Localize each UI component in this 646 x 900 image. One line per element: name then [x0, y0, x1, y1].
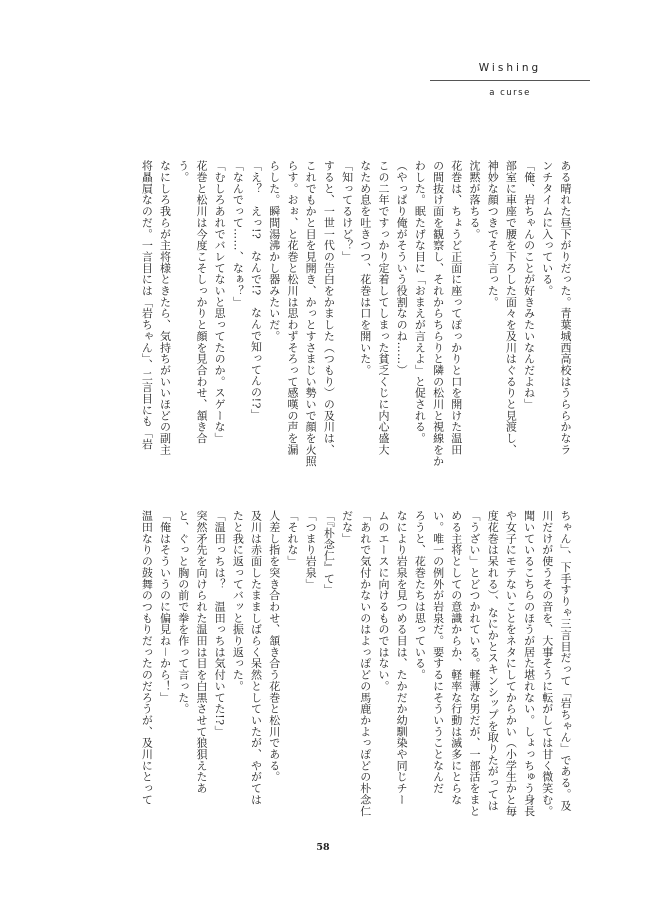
text-line: だな」 — [340, 510, 354, 545]
text-line: 度花巻は呆れる）、なにかとスキンシップを取りたがっては — [486, 510, 500, 811]
text-line: 「つまり岩泉」 — [304, 510, 318, 590]
page-number: 58 — [316, 842, 330, 853]
header-rule — [430, 80, 590, 81]
text-line: ムのエースに向けるものではない。 — [376, 510, 390, 692]
text-line: これでもかと目を見開き、かっとすさまじい勢いで顔を火照 — [304, 160, 318, 467]
text-line: 川だけが使うその音を、大事そうに転がしては甘く微笑む。 — [540, 510, 554, 817]
text-line: すると、一世一代の告白をかました（つもり）の及川は、 — [322, 160, 336, 456]
text-line: める主将としての意識からか、軽率な行動は滅多にとらな — [449, 510, 463, 806]
text-line: ある晴れた昼下がりだった。青葉城西高校はうららかなラ — [559, 160, 572, 456]
text-line: 温田なりの鼓舞のつもりだったのだろうが、及川にとって — [140, 510, 154, 806]
text-line: 「それな」 — [285, 510, 299, 567]
text-line: い。唯一の例外が岩泉だ。要するにそういうことなんだ — [431, 510, 445, 794]
text-line: この二年ですっかり定着してしまった貧乏くじに内心盛大 — [376, 160, 390, 456]
text-line: なにしろ我らが主将様ときたら、気持ちがいいほどの副主 — [158, 160, 172, 456]
text-line: 神妙な顔つきでそう言った。 — [486, 160, 500, 308]
text-line: （やっぱり俺がそういう役割なのね……） — [395, 160, 409, 376]
text-line: らす。おぉ、と花巻と松川は思わずそろって感嘆の声を漏 — [285, 160, 299, 456]
text-line: 「むしろあれでバレてないと思ってたのか。スゲーな」 — [213, 160, 227, 444]
running-title: Wishing — [478, 62, 542, 74]
upper-text-block — [104, 160, 574, 505]
text-line: 部室に車座で腰を下ろした面々を及川はぐるりと見渡し、 — [504, 160, 518, 456]
text-line: 「え？ えっ!? なんで!? なんで知ってんの!?」 — [249, 160, 263, 421]
text-line: 「知ってるけど？」 — [340, 160, 354, 263]
text-line: らした。瞬間湯沸かし器みたいだ。 — [267, 160, 281, 342]
text-line: 「温田っちは？ 温田っちは気付いてた!?」 — [213, 510, 227, 737]
text-line: 「うざい」とどつかれている。軽薄な男だが、一部活をまと — [467, 510, 481, 817]
text-line: ろうと、花巻たちは思っている。 — [413, 510, 427, 681]
text-line: う。 — [176, 160, 190, 183]
text-line: 花巻は、ちょうど正面に座ってぽっかりと口を開けた温田 — [449, 160, 463, 456]
text-line: 「なんでって……、なぁ？」 — [231, 160, 245, 308]
text-line: ンチタイムに入っている。 — [540, 160, 554, 297]
text-line: や女子にモテないことをネタにしてからかい（小学生かと毎 — [504, 510, 518, 817]
text-line: の間抜け面を観察し、それからちらりと隣の松川と視線をか — [431, 160, 445, 467]
text-line: 突然矛先を向けられた温田は目を白黒させて狼狽えたあ — [194, 510, 208, 794]
text-line: 花巻と松川は今度こそしっかりと顔を見合わせ、頷き合 — [194, 160, 208, 444]
text-line: たと我に返ってバッと振り返った。 — [231, 510, 245, 692]
text-line: 「あれで気付かないのはよっぽどの馬鹿かよっぽどの朴念仁 — [358, 510, 372, 817]
text-line: と、ぐっと胸の前で拳を作って言った。 — [176, 510, 190, 715]
text-line: 将贔屓なのだ。一言目には「岩ちゃん」、二言目にも「岩 — [140, 160, 154, 450]
text-line: 「『朴念仁』て」 — [322, 510, 336, 596]
text-line: 「俺、岩ちゃんのことが好きみたいなんだよね」 — [522, 160, 536, 410]
text-line: 「俺はそういうのに偏見ね－から！」 — [158, 510, 172, 703]
running-subtitle: a curse — [489, 88, 531, 98]
text-line: なにより岩泉を見つめる目は、たかだか幼馴染や同じチー — [395, 510, 409, 806]
text-line: 聞いているこちらのほうが居た堪れない。しょっちゅう身長 — [522, 510, 536, 817]
text-line: なため息を吐きつつ、花巻は口を開いた。 — [358, 160, 372, 376]
text-line: ちゃん」、下手すりゃ三言目だって「岩ちゃん」である。及 — [559, 510, 572, 811]
text-line: 沈黙が落ちる。 — [467, 160, 481, 240]
text-line: 人差し指を突き合わせ、頷き合う花巻と松川である。 — [267, 510, 281, 783]
lower-text-block — [104, 510, 574, 855]
text-line: わした。眠たげな目に「おまえが言えよ」と促される。 — [413, 160, 427, 444]
text-line: 及川は赤面したまましばらく呆然としていたが、やがては — [249, 510, 263, 806]
